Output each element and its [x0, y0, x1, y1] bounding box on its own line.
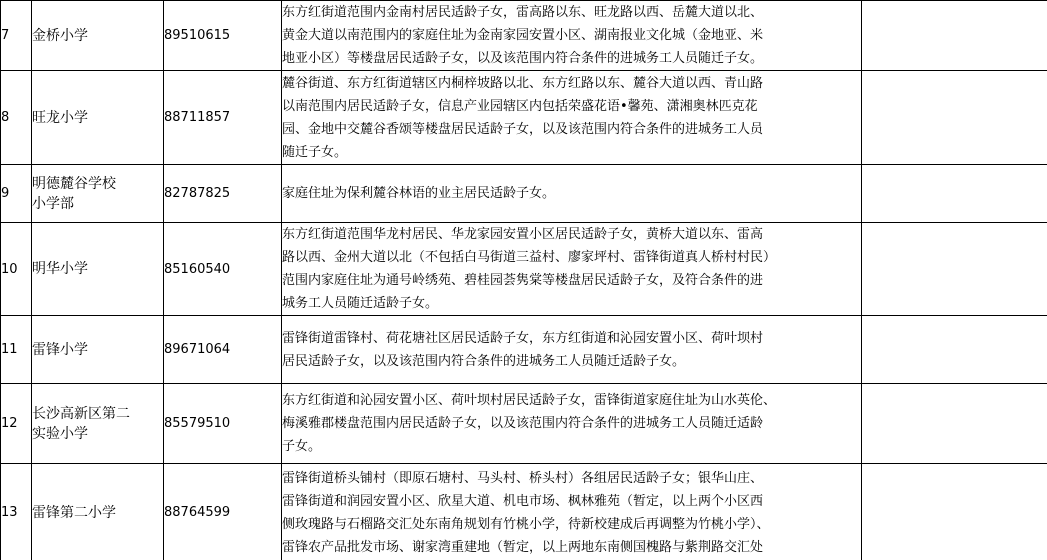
row-number: 13: [1, 464, 32, 560]
table-row: [1, 316, 1047, 384]
enrollment-area-line: 黄金大道以南范围内的家庭住址为金南家园安置小区、湖南报业文化城（金地亚、米: [282, 28, 764, 43]
school-name-line: 明华小学: [32, 261, 88, 277]
enrollment-area-cell: [282, 316, 862, 384]
enrollment-area-line: 东方红街道范围内金南村居民适龄子女，雷高路以东、旺龙路以西、岳麓大道以北、: [282, 5, 764, 20]
table-row: [1, 165, 1047, 223]
remarks-cell: [862, 223, 1047, 316]
row-number: 8: [1, 71, 32, 165]
row-number: 10: [1, 223, 32, 316]
table-row: [1, 384, 1047, 464]
row-number: 9: [1, 165, 32, 223]
enrollment-area-line: 随迁子女。: [282, 144, 348, 160]
phone-number: 85160540: [164, 223, 282, 316]
phone-number: 85579510: [164, 384, 282, 464]
enrollment-area-cell: [282, 223, 862, 316]
phone-number: 82787825: [164, 165, 282, 223]
school-name-cell: [32, 384, 164, 464]
phone-number: 88711857: [164, 71, 282, 165]
school-name-line: 长沙高新区第二: [32, 405, 130, 422]
phone-number: 89671064: [164, 316, 282, 384]
table-body: [1, 1, 1047, 560]
remarks-cell: [862, 316, 1047, 384]
school-name-line: 实验小学: [32, 425, 88, 442]
table-row: [1, 71, 1047, 165]
enrollment-area-line: 雷锋街道和润园安置小区、欣星大道、机电市场、枫林雅苑（暂定，以上两个小区西: [282, 493, 764, 509]
school-name-cell: [32, 71, 164, 165]
school-name-cell: [32, 464, 164, 560]
enrollment-area-line: 麓谷街道、东方红街道辖区内桐梓坡路以北、东方红路以东、麓谷大道以西、青山路: [282, 75, 764, 91]
enrollment-area-line: 以南范围内居民适龄子女，信息产业园辖区内包括荣盛花语•馨苑、潇湘奥林匹克花: [282, 98, 758, 114]
enrollment-area-line: 居民适龄子女，以及该范围内符合条件的进城务工人员随迁适龄子女。: [282, 353, 686, 369]
enrollment-area-cell: [282, 165, 862, 223]
enrollment-area-line: 家庭住址为保利麓谷林语的业主居民适龄子女。: [282, 186, 556, 201]
school-name-cell: [32, 223, 164, 316]
enrollment-area-line: 城务工人员随迁适龄子女。: [282, 296, 439, 311]
school-name-line: 金桥小学: [32, 27, 88, 44]
school-name-line: 明德麓谷学校: [32, 175, 116, 192]
school-name-line: 旺龙小学: [32, 109, 88, 126]
row-number: 7: [1, 1, 32, 71]
enrollment-area-line: 范围内家庭住址为通号岭绣苑、碧桂园荟隽棠等楼盘居民适龄子女，及符合条件的进: [282, 273, 764, 288]
school-name-cell: [32, 1, 164, 71]
enrollment-area-line: 雷锋街道桥头铺村（即原石塘村、马头村、桥头村）各组居民适龄子女；银华山庄、: [282, 470, 764, 486]
remarks-cell: [862, 165, 1047, 223]
enrollment-area-line: 东方红街道范围华龙村居民、华龙家园安置小区居民适龄子女，黄桥大道以东、雷高: [282, 227, 764, 242]
school-name-cell: [32, 316, 164, 384]
remarks-cell: [862, 384, 1047, 464]
phone-number: 89510615: [164, 1, 282, 71]
remarks-cell: [862, 71, 1047, 165]
school-name-line: 雷锋小学: [32, 341, 88, 358]
table-row: [1, 464, 1047, 560]
remarks-cell: [862, 1, 1047, 71]
enrollment-area-line: 园、金地中交麓谷香颂等楼盘居民适龄子女，以及该范围内符合条件的进城务工人员: [282, 121, 764, 137]
phone-number: 88764599: [164, 464, 282, 560]
enrollment-area-line: 雷锋农产品批发市场、谢家湾重建地（暂定，以上两地东南侧国槐路与紫荆路交汇处: [282, 539, 764, 555]
table-row: [1, 1, 1047, 71]
school-name-cell: [32, 165, 164, 223]
enrollment-area-line: 路以西、金州大道以北（不包括白马街道三益村、廖家坪村、雷锋街道真人桥村村民）: [282, 250, 777, 265]
row-number: 11: [1, 316, 32, 384]
enrollment-area-line: 梅溪雅郡楼盘范围内居民适龄子女，以及该范围内符合条件的进城务工人员随迁适龄: [282, 416, 764, 431]
school-name-line: 雷锋第二小学: [32, 504, 116, 521]
school-name-line: 小学部: [32, 195, 74, 212]
enrollment-area-line: 雷锋街道雷锋村、荷花塘社区居民适龄子女，东方红街道和沁园安置小区、荷叶坝村: [282, 330, 764, 346]
enrollment-area-line: 地亚小区）等楼盘居民适龄子女，以及该范围内符合条件的进城务工人员随迁子女。: [282, 51, 764, 66]
enrollment-area-cell: [282, 464, 862, 560]
remarks-cell: [862, 464, 1047, 560]
enrollment-area-line: 侧玫瑰路与石榴路交汇处东南角规划有竹桃小学，待新校建成后再调整为竹桃小学）、: [282, 516, 770, 532]
enrollment-area-cell: [282, 384, 862, 464]
enrollment-area-line: 子女。: [282, 439, 322, 454]
row-number: 12: [1, 384, 32, 464]
enrollment-area-cell: [282, 1, 862, 71]
enrollment-area-line: 东方红街道和沁园安置小区、荷叶坝村居民适龄子女，雷锋街道家庭住址为山水英伦、: [282, 393, 777, 408]
table-row: [1, 223, 1047, 316]
enrollment-area-cell: [282, 71, 862, 165]
